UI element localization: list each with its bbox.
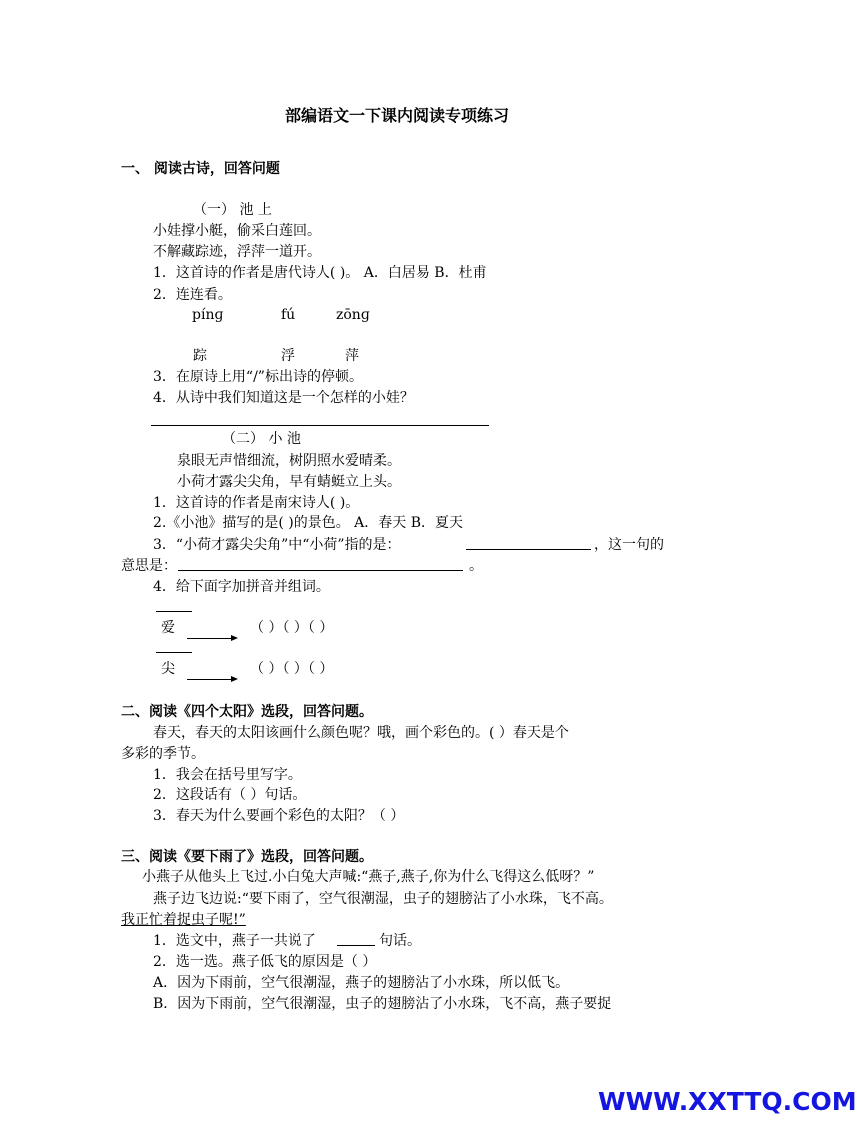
section-heading-2: 二、阅读《四个太阳》选段，回答问题。	[121, 704, 373, 720]
poem2-line1: 泉眼无声惜细流，树阴照水爱晴柔。	[177, 453, 401, 469]
pinyin-line-ai	[156, 611, 192, 612]
word-jian: 尖	[161, 661, 175, 677]
option-b: B．因为下雨前，空气很潮湿，虫子的翅膀沾了小水珠，飞不高，燕子要捉	[153, 996, 612, 1012]
section-heading-1: 一、 阅读古诗，回答问题	[121, 161, 280, 177]
section3-question-1-tail: 句话。	[379, 933, 421, 949]
pinyin-zong: zōnɡ	[336, 307, 370, 323]
section3-question-2: 2．选一选。燕子低飞的原因是（ ）	[153, 954, 377, 970]
poem1-line1: 小娃撑小艇，偷采白莲回。	[153, 223, 321, 239]
watermark: WWW.XXTTQ.COM	[598, 1087, 857, 1116]
section-heading-3: 三、阅读《要下雨了》选段，回答问题。	[121, 849, 373, 865]
section2-paragraph-1: 春天，春天的太阳该画什么颜色呢？哦，画个彩色的。( ）春天是个	[153, 725, 569, 741]
poem1-question-2: 2．连连看。	[153, 287, 232, 303]
poem1-question-3: 3．在原诗上用“/”标出诗的停顿。	[153, 369, 363, 385]
arrow-right-icon	[187, 679, 232, 680]
char-zong: 踪	[193, 348, 207, 364]
answer-line-q3b	[178, 570, 463, 571]
section2-question-2: 2．这段话有（ ）句话。	[153, 787, 307, 803]
section2-question-3: 3．春天为什么要画个彩色的太阳？（ ）	[153, 808, 405, 824]
poem1-title: （一） 池 上	[193, 202, 272, 218]
poem2-question-3-end: 。	[469, 558, 483, 574]
poem2-title: （二） 小 池	[222, 431, 301, 447]
char-ping: 萍	[345, 348, 359, 364]
poem2-question-3: 3．“小荷才露尖尖角”中“小荷”指的是：	[153, 537, 401, 553]
poem2-question-2: 2.《小池》描写的是( )的景色。 A．春天 B．夏天	[153, 515, 464, 531]
answer-line-q3a	[466, 549, 591, 550]
poem1-question-4: 4．从诗中我们知道这是一个怎样的小娃？	[153, 390, 414, 406]
section3-paragraph-2: 燕子边飞边说:“要下雨了，空气很潮湿，虫子的翅膀沾了小水珠，飞不高。	[153, 891, 613, 907]
poem2-question-4: 4．给下面字加拼音并组词。	[153, 579, 330, 595]
pinyin-fu: fú	[281, 307, 296, 323]
option-a: A．因为下雨前，空气很潮湿，燕子的翅膀沾了小水珠，所以低飞。	[153, 975, 570, 991]
blanks-ai: （ ）（ ）（ ）	[250, 620, 334, 636]
section2-paragraph-2: 多彩的季节。	[121, 746, 205, 762]
page-title: 部编语文一下课内阅读专项练习	[284, 106, 509, 125]
poem2-question-3-meaning: 意思是：	[121, 558, 177, 574]
blanks-jian: （ ）（ ）（ ）	[250, 661, 334, 677]
poem2-question-3-tail: ，这一句的	[594, 537, 664, 553]
section3-paragraph-3: 我正忙着捉虫子呢!”	[121, 912, 246, 928]
section3-paragraph-1: 小燕子从他头上飞过.小白兔大声喊:“燕子,燕子,你为什么飞得这么低呀？”	[142, 869, 595, 885]
poem2-question-1: 1．这首诗的作者是南宋诗人( )。	[153, 495, 360, 511]
pinyin-line-jian	[156, 652, 192, 653]
section3-question-1: 1．选文中，燕子一共说了	[153, 933, 316, 949]
arrow-right-icon	[187, 638, 232, 639]
pinyin-ping: pínɡ	[192, 307, 224, 323]
answer-line-count	[337, 945, 375, 946]
char-fu: 浮	[281, 348, 295, 364]
poem1-question-1: 1．这首诗的作者是唐代诗人( )。 A．白居易 B．杜甫	[153, 265, 487, 281]
section2-question-1: 1．我会在括号里写字。	[153, 767, 302, 783]
poem1-line2: 不解藏踪迹，浮萍一道开。	[153, 244, 321, 260]
answer-line-q4	[151, 425, 489, 426]
poem2-line2: 小荷才露尖尖角，早有蜻蜓立上头。	[177, 474, 401, 490]
word-ai: 爱	[161, 620, 175, 636]
